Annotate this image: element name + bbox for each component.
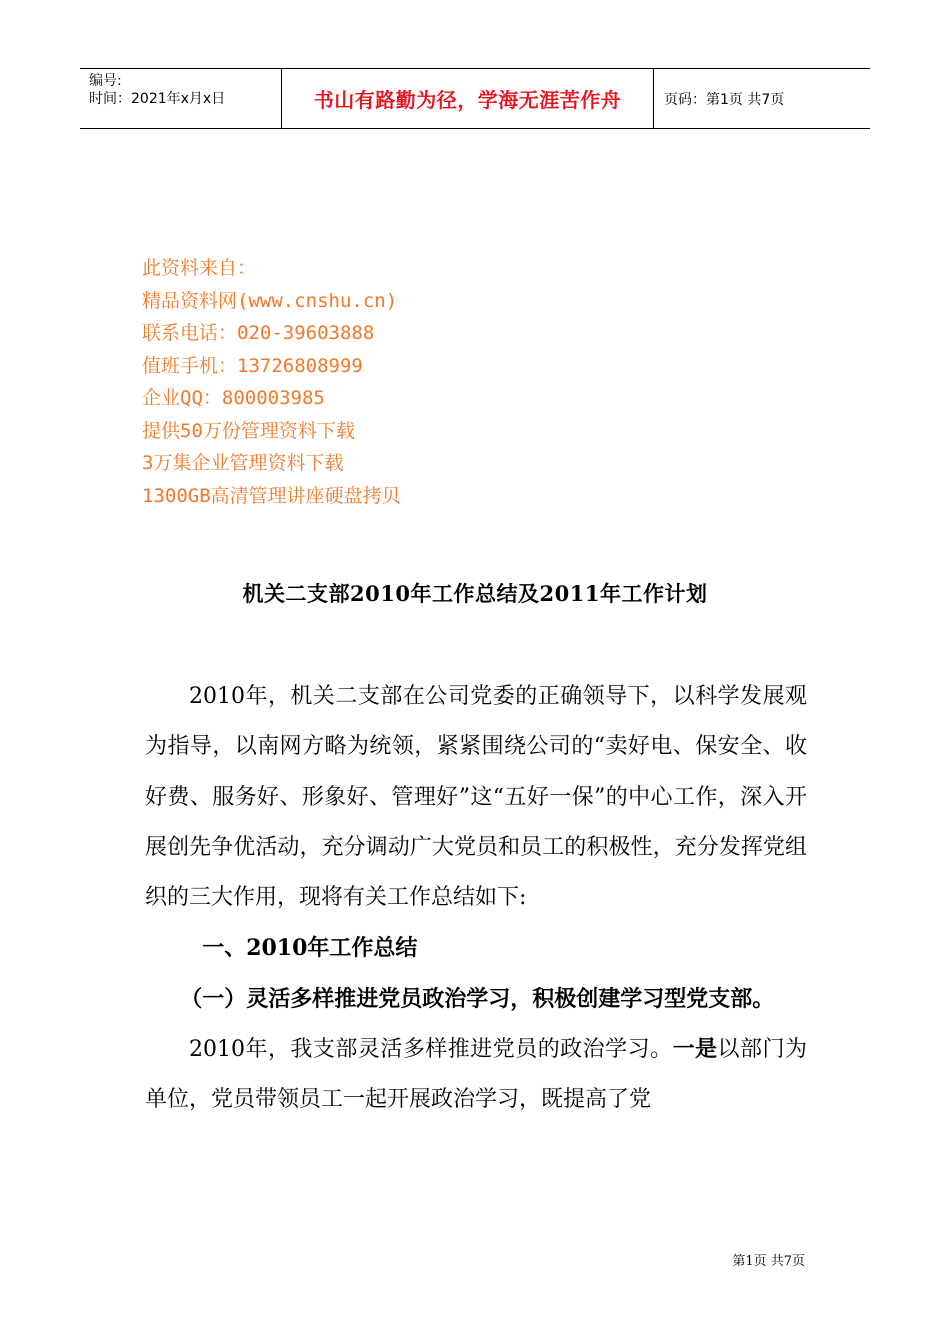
- promo-line: 企业QQ：800003985: [142, 387, 325, 409]
- promo-line: 1300GB高清管理讲座硬盘拷贝: [142, 484, 401, 507]
- header-page-number: 页码：第1页 共7页: [664, 91, 785, 108]
- source-promo: [142, 252, 401, 512]
- page-footer: 第1页 共7页: [732, 1254, 805, 1269]
- header-meta: [80, 69, 282, 128]
- promo-line: 此资料来自：: [142, 257, 257, 279]
- document-body: [145, 672, 807, 1126]
- promo-line: 值班手机：13726808999: [142, 354, 363, 377]
- paragraph-text: 以部门为单位，党员带领员工一起开展政治学习，既提高了党: [145, 1037, 807, 1113]
- promo-line: 精品资料网(www.cnshu.cn): [142, 289, 398, 312]
- document-date: 时间：2021年x月x日: [89, 91, 226, 107]
- promo-line: 提供50万份管理资料下载: [142, 419, 355, 442]
- promo-line: 3万集企业管理资料下载: [142, 452, 344, 474]
- section-heading: 一、2010年工作总结: [202, 935, 418, 962]
- body-paragraph: [145, 1024, 807, 1126]
- page-header: [80, 68, 870, 129]
- document-title: 机关二支部2010年工作总结及2011年工作计划: [242, 581, 708, 606]
- header-motto: 书山有路勤为径，学海无涯苦作舟: [313, 88, 622, 112]
- emphasis-text: 一是: [672, 1036, 718, 1063]
- paragraph-text: 2010年，我支部灵活多样推进党员的政治学习。: [189, 1037, 673, 1063]
- subsection-heading: （一）灵活多样推进党员政治学习，积极创建学习型党支部。: [180, 985, 775, 1012]
- header-page-cell: [654, 69, 870, 128]
- intro-paragraph: 2010年，机关二支部在公司党委的正确领导下，以科学发展观为指导，以南网方略为统领，紧紧围绕公司的“卖好电、保安全、收好费、服务好、形象好、管理好”这“五好一保”的中心工作，深入开展创先争优活动，充分调动广大党员和员工的积极性，充分发挥党组织的三大作用，现将有关工作总结如下:: [145, 684, 807, 911]
- document-number: 编号:: [89, 73, 122, 89]
- promo-line: 联系电话：020-39603888: [142, 322, 375, 344]
- header-motto-cell: [282, 69, 654, 128]
